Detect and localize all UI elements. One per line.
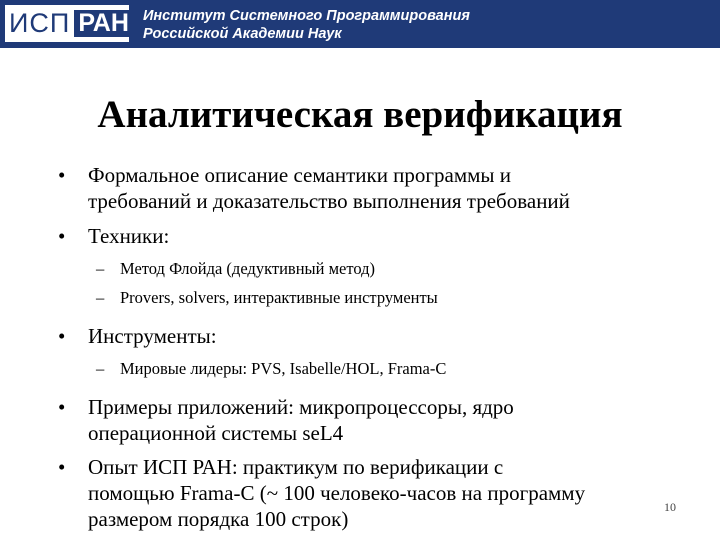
sub-bullet-text: Provers, solvers, интерактивные инструменты (120, 288, 438, 307)
sub-bullet-text: Метод Флойда (дедуктивный метод) (120, 259, 376, 278)
logo-isp-text: ИСП (9, 8, 71, 38)
bullet-glyph: • (58, 395, 66, 419)
bullet-text: операционной системы seL4 (88, 421, 344, 445)
bullet-item (58, 323, 668, 349)
sub-bullet-item (58, 258, 668, 280)
bullet-glyph: • (58, 224, 66, 248)
page-number: 10 (664, 500, 676, 514)
logo-ran-text: РАН (74, 10, 133, 37)
bullet-glyph: • (58, 324, 66, 348)
slide-title: Аналитическая верификация (97, 93, 623, 136)
org-line-1: Институт Системного Программирования (143, 8, 470, 24)
sub-bullet-item (58, 358, 668, 380)
dash-glyph: – (96, 259, 105, 278)
header-bar (0, 0, 720, 48)
bullet-list (58, 162, 668, 532)
bullet-item (58, 223, 668, 249)
bullet-item (58, 162, 668, 214)
dash-glyph: – (96, 288, 105, 307)
organization-name (143, 7, 470, 43)
org-line-2: Российской Академии Наук (143, 26, 342, 42)
bullet-item (58, 454, 668, 532)
bullet-text: Примеры приложений: микропроцессоры, ядро (88, 395, 514, 419)
bullet-glyph: • (58, 455, 66, 479)
ispras-logo (5, 5, 129, 42)
dash-glyph: – (96, 359, 105, 378)
bullet-text: Техники: (88, 224, 170, 248)
bullet-text: Формальное описание семантики программы и (88, 163, 512, 187)
bullet-text: Инструменты: (88, 324, 217, 348)
sub-bullet-item (58, 287, 668, 309)
sub-bullet-text: Мировые лидеры: PVS, Isabelle/HOL, Frama-C (120, 359, 447, 378)
bullet-text: помощью Frama-C (~ 100 человеко-часов на программу (88, 481, 586, 505)
bullet-text: размером порядка 100 строк) (88, 507, 349, 531)
bullet-item (58, 394, 668, 446)
bullet-text: Опыт ИСП РАН: практикум по верификации с (88, 455, 504, 479)
bullet-glyph: • (58, 163, 66, 187)
bullet-text: требований и доказательство выполнения требований (88, 189, 570, 213)
